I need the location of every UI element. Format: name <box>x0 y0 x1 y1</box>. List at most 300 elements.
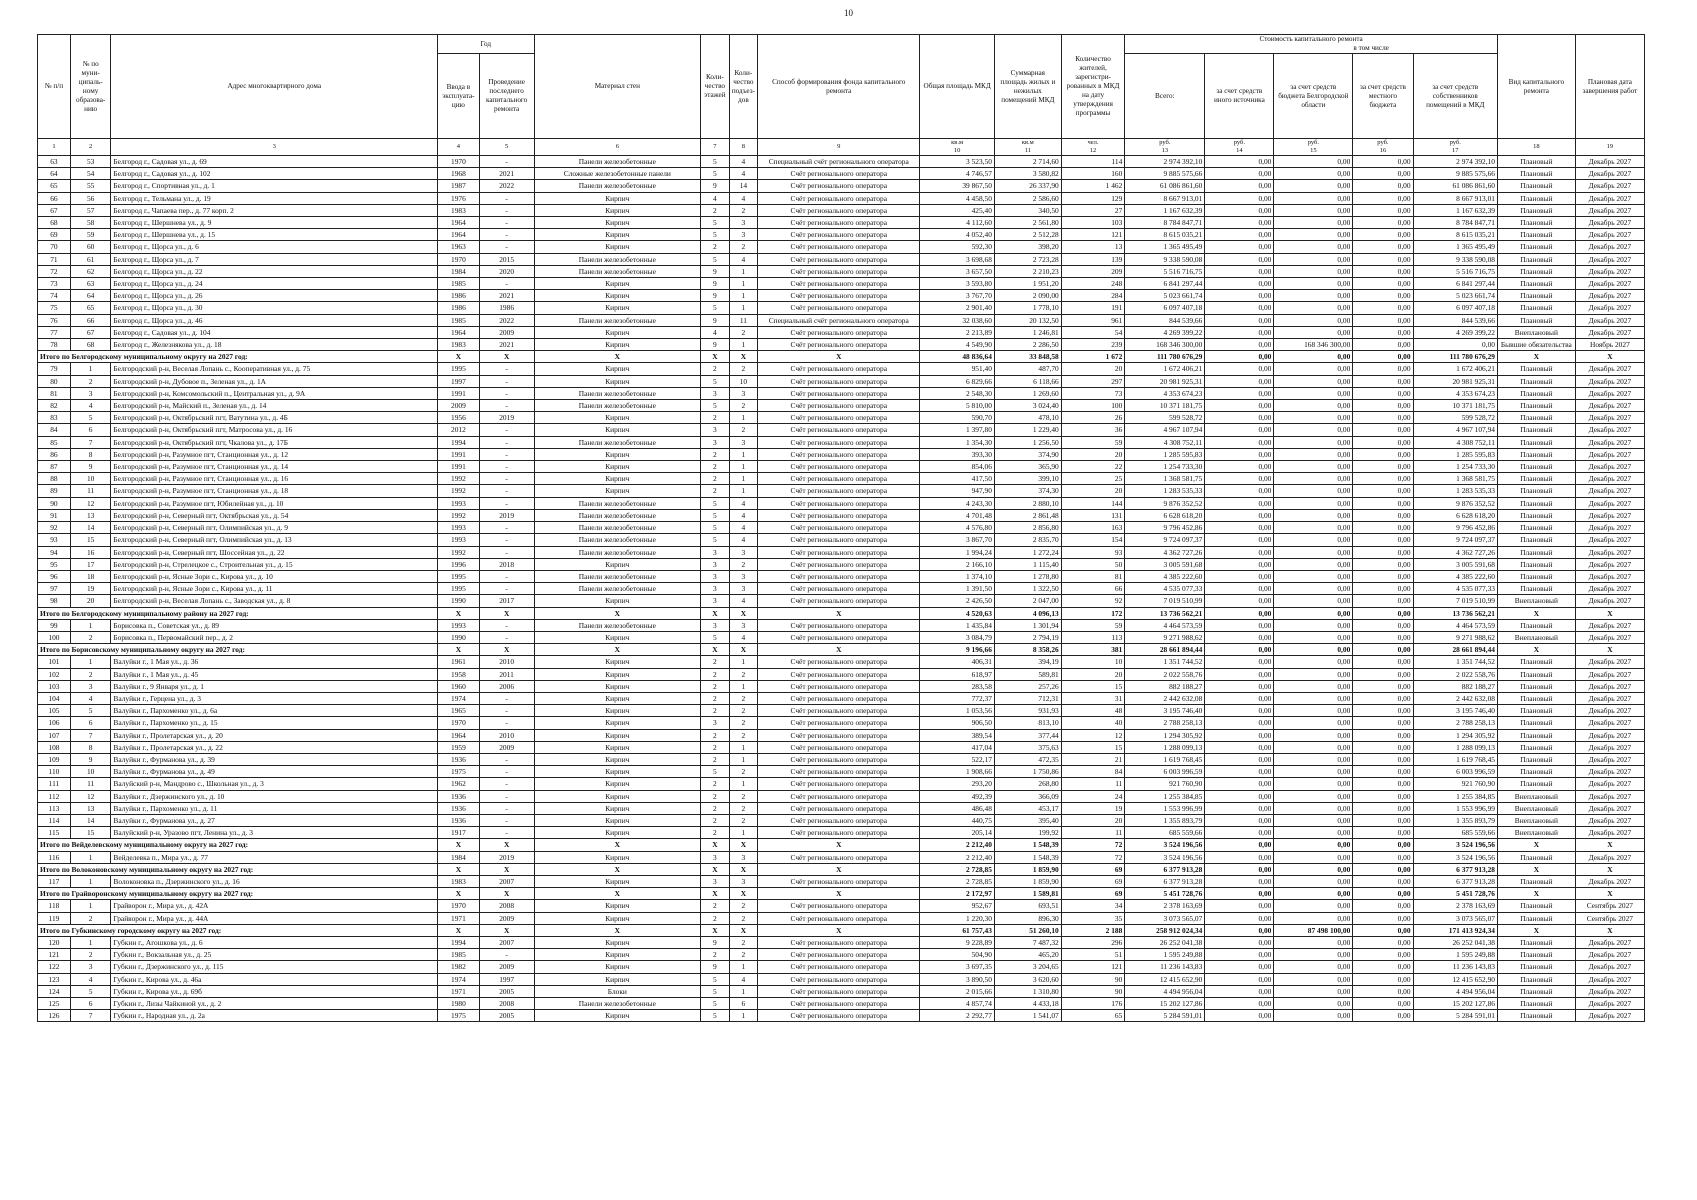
table-cell: 2009 <box>479 741 534 753</box>
table-cell: 6 <box>70 424 111 436</box>
column-number: 18 <box>1497 139 1575 156</box>
table-cell: 4 385 222,60 <box>1413 570 1497 582</box>
table-cell: 55 <box>70 180 111 192</box>
table-cell: Внеплановый <box>1497 326 1575 338</box>
table-cell: 0,00 <box>1353 497 1413 509</box>
table-cell: 1 <box>729 656 758 668</box>
header-year-repair: Проведение последнего капитального ремонта <box>479 54 534 139</box>
table-cell: 4 <box>729 253 758 265</box>
table-cell: Декабрь 2027 <box>1575 705 1644 717</box>
table-cell: 1 272,24 <box>994 546 1061 558</box>
table-cell: 921 760,90 <box>1413 778 1497 790</box>
table-cell: Декабрь 2027 <box>1575 985 1644 997</box>
table-cell: 9 <box>701 339 730 351</box>
table-row <box>38 875 1645 887</box>
table-cell: 1993 <box>438 497 480 509</box>
table-cell: 92 <box>1061 595 1125 607</box>
table-cell: 0,00 <box>1274 204 1353 216</box>
table-cell: Декабрь 2027 <box>1575 619 1644 631</box>
table-cell: 0,00 <box>1205 998 1274 1010</box>
table-cell: 1 541,07 <box>994 1010 1061 1022</box>
table-cell: 0,00 <box>1353 741 1413 753</box>
table-cell: 0,00 <box>1205 814 1274 826</box>
subtotal-cell: X <box>758 351 920 363</box>
table-cell: 0,00 <box>1205 790 1274 802</box>
table-cell: 0,00 <box>1205 278 1274 290</box>
table-cell: 284 <box>1061 290 1125 302</box>
table-cell: 2 <box>701 741 730 753</box>
table-cell: 297 <box>1061 375 1125 387</box>
table-cell: 120 <box>38 937 71 949</box>
table-cell: 72 <box>38 265 71 277</box>
header-total-area: Общая площадь МКД <box>920 35 995 139</box>
table-cell: 10 <box>70 766 111 778</box>
address-cell: Белгородский р-н, Северный пгт, Октябрьская ул., д. 54 <box>111 509 438 521</box>
table-cell: 0,00 <box>1353 656 1413 668</box>
table-cell: 2 <box>729 790 758 802</box>
table-cell: 1 294 305,92 <box>1125 729 1205 741</box>
table-cell: 4 <box>729 522 758 534</box>
table-cell: 1985 <box>438 278 480 290</box>
table-cell: 9 796 452,86 <box>1413 522 1497 534</box>
table-cell: 1983 <box>438 204 480 216</box>
table-cell: 0,00 <box>1353 912 1413 924</box>
subtotal-cell: 0,00 <box>1274 888 1353 900</box>
table-cell: 772,37 <box>920 692 995 704</box>
table-cell: 248 <box>1061 278 1125 290</box>
table-cell: 8 784 847,71 <box>1125 217 1205 229</box>
table-cell: 2 166,10 <box>920 558 995 570</box>
table-cell: Счёт регионального оператора <box>758 497 920 509</box>
table-cell: 1993 <box>438 522 480 534</box>
table-cell: 32 038,60 <box>920 314 995 326</box>
table-cell: 0,00 <box>1274 595 1353 607</box>
address-cell: Губкин г., Вокзальная ул., д. 25 <box>111 949 438 961</box>
table-cell: 93 <box>1061 546 1125 558</box>
subtotal-cell: 0,00 <box>1205 863 1274 875</box>
table-cell: Кирпич <box>534 485 701 497</box>
table-cell: Кирпич <box>534 278 701 290</box>
unit-label: руб. <box>1159 139 1171 146</box>
table-cell: 0,00 <box>1205 668 1274 680</box>
table-cell: 5 516 716,75 <box>1125 265 1205 277</box>
table-cell: Плановый <box>1497 424 1575 436</box>
table-cell: Счёт регионального оператора <box>758 717 920 729</box>
table-cell: 1959 <box>438 741 480 753</box>
table-cell: 0,00 <box>1274 461 1353 473</box>
table-cell: 2 <box>729 424 758 436</box>
table-cell: Счёт регионального оператора <box>758 900 920 912</box>
table-cell: Счёт регионального оператора <box>758 204 920 216</box>
table-cell: 0,00 <box>1353 595 1413 607</box>
table-row <box>38 680 1645 692</box>
address-cell: Белгородский р-н, Ясные Зори с., Кирова ул., д. 11 <box>111 583 438 595</box>
table-cell: 6 841 297,44 <box>1413 278 1497 290</box>
table-cell: 1 859,90 <box>994 875 1061 887</box>
table-cell: - <box>479 827 534 839</box>
unit-label: руб. <box>1449 139 1461 146</box>
table-cell: 425,40 <box>920 204 995 216</box>
table-cell: 2018 <box>479 558 534 570</box>
header-wall: Материал стен <box>534 35 701 139</box>
subtotal-cell: 2 212,40 <box>920 839 995 851</box>
table-cell: 0,00 <box>1274 192 1353 204</box>
table-cell: 2 <box>729 400 758 412</box>
table-cell: 0,00 <box>1353 985 1413 997</box>
column-number: 9 <box>758 139 920 156</box>
table-cell: 176 <box>1061 998 1125 1010</box>
table-cell: 0,00 <box>1274 387 1353 399</box>
table-cell: 0,00 <box>1274 241 1353 253</box>
table-cell: 0,00 <box>1274 875 1353 887</box>
table-cell: 1 368 581,75 <box>1413 473 1497 485</box>
address-cell: Губкин г., Кирова ул., д. 46а <box>111 973 438 985</box>
table-cell: Внеплановый <box>1497 814 1575 826</box>
address-cell: Грайворон г., Мира ул., д. 42А <box>111 900 438 912</box>
header-num: № п/п <box>38 35 71 139</box>
subtotal-cell: X <box>479 839 534 851</box>
address-cell: Белгородский р-н, Октябрьский пгт, Чкалова ул., д. 17Б <box>111 436 438 448</box>
table-cell: Кирпич <box>534 814 701 826</box>
table-cell: 2 856,80 <box>994 522 1061 534</box>
table-cell: 590,70 <box>920 412 995 424</box>
table-row <box>38 558 1645 570</box>
table-cell: 1 374,10 <box>920 570 995 582</box>
table-cell: 1970 <box>438 717 480 729</box>
table-cell: 1 951,20 <box>994 278 1061 290</box>
table-cell: 4 <box>729 595 758 607</box>
table-cell: 5 <box>701 534 730 546</box>
table-cell: 71 <box>38 253 71 265</box>
table-cell: Счёт регионального оператора <box>758 729 920 741</box>
subtotal-label: Итого по Грайворонскому муниципальному округу на 2027 год: <box>38 888 438 900</box>
header-local-budget: за счет средств местного бюджета <box>1353 54 1413 139</box>
address-cell: Валуйки г., Фурманова ул., д. 27 <box>111 814 438 826</box>
subtotal-cell: X <box>729 863 758 875</box>
table-cell: Кирпич <box>534 790 701 802</box>
table-row <box>38 326 1645 338</box>
table-cell: Бывшие обязательства <box>1497 339 1575 351</box>
table-cell: Плановый <box>1497 753 1575 765</box>
table-cell: - <box>479 229 534 241</box>
table-cell: Плановый <box>1497 558 1575 570</box>
table-cell: 4 494 956,04 <box>1413 985 1497 997</box>
table-cell: Кирпич <box>534 949 701 961</box>
table-cell: 10 371 181,75 <box>1413 400 1497 412</box>
table-cell: 952,67 <box>920 900 995 912</box>
table-row <box>38 180 1645 192</box>
table-cell: Плановый <box>1497 461 1575 473</box>
table-cell: 0,00 <box>1353 412 1413 424</box>
table-cell: Декабрь 2027 <box>1575 229 1644 241</box>
table-cell: Декабрь 2027 <box>1575 973 1644 985</box>
table-cell: 4 <box>729 973 758 985</box>
header-cost-group <box>1125 35 1498 54</box>
table-cell: Панели железобетонные <box>534 265 701 277</box>
table-cell: 0,00 <box>1353 875 1413 887</box>
table-cell: Декабрь 2027 <box>1575 851 1644 863</box>
table-cell: 2 <box>701 461 730 473</box>
address-cell: Белгород г., Садовая ул., д. 104 <box>111 326 438 338</box>
table-cell: 1 285 595,83 <box>1413 448 1497 460</box>
table-cell: Счёт регионального оператора <box>758 241 920 253</box>
table-cell: 504,90 <box>920 949 995 961</box>
table-cell: 5 <box>70 705 111 717</box>
table-cell: 0,00 <box>1205 827 1274 839</box>
table-cell: 90 <box>38 497 71 509</box>
table-cell: 0,00 <box>1353 339 1413 351</box>
table-cell: 0,00 <box>1205 717 1274 729</box>
table-cell: 1964 <box>438 217 480 229</box>
table-cell: 0,00 <box>1274 180 1353 192</box>
subtotal-cell: X <box>758 644 920 656</box>
table-cell: Плановый <box>1497 619 1575 631</box>
address-cell: Белгород г., Щорса ул., д. 6 <box>111 241 438 253</box>
table-cell: 7 <box>70 1010 111 1022</box>
table-cell: 13 <box>70 802 111 814</box>
table-cell: 0,00 <box>1274 412 1353 424</box>
column-numbers-row <box>38 139 1645 156</box>
table-cell: 3 <box>701 424 730 436</box>
address-cell: Белгородский р-н, Разумное пгт, Станционная ул., д. 16 <box>111 473 438 485</box>
table-cell: Плановый <box>1497 387 1575 399</box>
table-cell: 67 <box>38 204 71 216</box>
table-cell: 1995 <box>438 363 480 375</box>
table-cell: 5 <box>701 375 730 387</box>
address-cell: Белгород г., Шершнева ул., д. 9 <box>111 217 438 229</box>
table-cell: Кирпич <box>534 937 701 949</box>
subtotal-cell: 5 451 728,76 <box>1125 888 1205 900</box>
table-cell: 487,70 <box>994 363 1061 375</box>
table-cell: 39 867,50 <box>920 180 995 192</box>
table-cell: Кирпич <box>534 900 701 912</box>
header-entrances: Коли-чество подъез-дов <box>729 35 758 139</box>
table-cell: 64 <box>38 168 71 180</box>
table-cell: Счёт регионального оператора <box>758 851 920 863</box>
subtotal-cell: X <box>1575 644 1644 656</box>
table-cell: 931,93 <box>994 705 1061 717</box>
table-cell: 0,00 <box>1205 973 1274 985</box>
table-cell: 117 <box>38 875 71 887</box>
table-cell: 21 <box>1061 753 1125 765</box>
table-cell: 3 698,68 <box>920 253 995 265</box>
table-cell: 0,00 <box>1205 558 1274 570</box>
table-cell: 951,40 <box>920 363 995 375</box>
table-cell: Декабрь 2027 <box>1575 998 1644 1010</box>
table-cell: 89 <box>38 485 71 497</box>
table-cell: Плановый <box>1497 412 1575 424</box>
table-cell: 1 278,80 <box>994 570 1061 582</box>
table-cell: Счёт регионального оператора <box>758 949 920 961</box>
table-cell: - <box>479 534 534 546</box>
table-cell: Счёт регионального оператора <box>758 534 920 546</box>
subtotal-cell: 171 413 924,34 <box>1413 924 1497 936</box>
address-cell: Валуйки г., Пролетарская ул., д. 20 <box>111 729 438 741</box>
table-cell: Панели железобетонные <box>534 998 701 1010</box>
table-cell: Декабрь 2027 <box>1575 326 1644 338</box>
column-number: 3 <box>111 139 438 156</box>
table-cell: Панели железобетонные <box>534 180 701 192</box>
table-cell: 13 <box>1061 241 1125 253</box>
table-cell: 0,00 <box>1353 949 1413 961</box>
table-cell: 68 <box>70 339 111 351</box>
table-cell: 0,00 <box>1353 680 1413 692</box>
table-cell: Кирпич <box>534 717 701 729</box>
table-row <box>38 900 1645 912</box>
table-cell: 3 593,80 <box>920 278 995 290</box>
table-cell: 7 019 510,99 <box>1413 595 1497 607</box>
subtotal-cell: 0,00 <box>1205 888 1274 900</box>
table-cell: 59 <box>1061 436 1125 448</box>
table-cell: 0,00 <box>1205 509 1274 521</box>
table-cell: Кирпич <box>534 766 701 778</box>
table-cell: Кирпич <box>534 448 701 460</box>
table-cell: 0,00 <box>1205 339 1274 351</box>
table-cell: 3 024,40 <box>994 400 1061 412</box>
table-cell: 2 286,50 <box>994 339 1061 351</box>
table-cell: 2 861,48 <box>994 509 1061 521</box>
table-cell: Декабрь 2027 <box>1575 875 1644 887</box>
table-cell: Плановый <box>1497 448 1575 460</box>
table-cell: 8 784 847,71 <box>1413 217 1497 229</box>
table-row <box>38 314 1645 326</box>
table-cell: 1 <box>70 875 111 887</box>
table-cell: Кирпич <box>534 461 701 473</box>
table-cell: 100 <box>38 631 71 643</box>
table-cell: Плановый <box>1497 741 1575 753</box>
table-cell: 2 <box>701 900 730 912</box>
table-cell: 4 <box>70 973 111 985</box>
table-cell: 1964 <box>438 326 480 338</box>
table-cell: 0,00 <box>1274 253 1353 265</box>
table-cell: 618,97 <box>920 668 995 680</box>
table-cell: Панели железобетонные <box>534 253 701 265</box>
table-cell: 0,00 <box>1353 790 1413 802</box>
table-row <box>38 790 1645 802</box>
table-cell: 13 <box>70 509 111 521</box>
table-cell: 1 167 632,39 <box>1413 204 1497 216</box>
table-cell: Кирпич <box>534 753 701 765</box>
header-owners-funds: за счет средств собственников помещений в МКД <box>1413 54 1497 139</box>
subtotal-cell: 1 589,81 <box>994 888 1061 900</box>
table-cell: 113 <box>1061 631 1125 643</box>
table-cell: 2 <box>701 802 730 814</box>
table-cell: 896,30 <box>994 912 1061 924</box>
table-cell: - <box>479 753 534 765</box>
table-cell: Плановый <box>1497 375 1575 387</box>
table-cell: 0,00 <box>1274 400 1353 412</box>
table-cell: 1964 <box>438 729 480 741</box>
table-cell: Счёт регионального оператора <box>758 790 920 802</box>
table-cell: - <box>479 485 534 497</box>
table-cell: - <box>479 278 534 290</box>
table-cell: 2 442 632,08 <box>1125 692 1205 704</box>
address-cell: Белгород г., Железнякова ул., д. 18 <box>111 339 438 351</box>
table-cell: 0,00 <box>1353 692 1413 704</box>
table-row <box>38 753 1645 765</box>
table-cell: - <box>479 619 534 631</box>
table-cell: 1 <box>70 619 111 631</box>
table-cell: Плановый <box>1497 253 1575 265</box>
subtotal-cell: 1 859,90 <box>994 863 1061 875</box>
header-total: Всего: <box>1125 54 1205 139</box>
subtotal-cell: X <box>701 863 730 875</box>
table-cell: 3 <box>70 387 111 399</box>
table-cell: 63 <box>70 278 111 290</box>
table-cell: 5 <box>701 766 730 778</box>
table-cell: 0,00 <box>1274 326 1353 338</box>
table-cell: Счёт регионального оператора <box>758 583 920 595</box>
table-cell: 854,06 <box>920 461 995 473</box>
subtotal-cell: X <box>1497 644 1575 656</box>
address-cell: Белгород г., Щорса ул., д. 46 <box>111 314 438 326</box>
table-cell: 191 <box>1061 302 1125 314</box>
table-cell: 2 022 558,76 <box>1413 668 1497 680</box>
table-cell: 5 516 716,75 <box>1413 265 1497 277</box>
table-cell: 4 535 077,33 <box>1125 583 1205 595</box>
table-cell: 6 003 996,59 <box>1413 766 1497 778</box>
table-cell: 0,00 <box>1353 717 1413 729</box>
table-cell: 3 580,82 <box>994 168 1061 180</box>
table-cell: 2 090,00 <box>994 290 1061 302</box>
table-row <box>38 204 1645 216</box>
table-cell: 26 252 041,38 <box>1413 937 1497 949</box>
table-cell: Сентябрь 2027 <box>1575 912 1644 924</box>
subtotal-cell: 0,00 <box>1274 839 1353 851</box>
table-cell: - <box>479 363 534 375</box>
table-cell: 121 <box>38 949 71 961</box>
table-cell: Панели железобетонные <box>534 583 701 595</box>
column-number-value: 17 <box>1452 147 1459 154</box>
subtotal-cell: X <box>1575 607 1644 619</box>
table-cell: 20 132,50 <box>994 314 1061 326</box>
table-cell: 0,00 <box>1274 314 1353 326</box>
table-cell: 65 <box>70 302 111 314</box>
table-cell: 20 <box>1061 668 1125 680</box>
table-cell: 2007 <box>479 875 534 887</box>
table-cell: - <box>479 717 534 729</box>
table-cell: - <box>479 522 534 534</box>
table-cell: 9 876 352,52 <box>1125 497 1205 509</box>
subtotal-cell: 0,00 <box>1353 607 1413 619</box>
table-cell: 0,00 <box>1274 558 1353 570</box>
table-cell: 2 <box>729 729 758 741</box>
table-cell: Счёт регионального оператора <box>758 192 920 204</box>
table-cell: 1975 <box>438 766 480 778</box>
table-cell: 1 <box>70 656 111 668</box>
table-row <box>38 985 1645 997</box>
table-cell: 1993 <box>438 619 480 631</box>
address-cell: Белгородский р-н, Комсомольский п., Центральная ул., д. 9А <box>111 387 438 399</box>
table-cell: 0,00 <box>1274 265 1353 277</box>
table-cell: 26 <box>1061 412 1125 424</box>
address-cell: Вейделевка п., Мира ул., д. 77 <box>111 851 438 863</box>
table-cell: 34 <box>1061 900 1125 912</box>
table-cell: Плановый <box>1497 241 1575 253</box>
table-cell: Декабрь 2027 <box>1575 436 1644 448</box>
subtotal-cell: X <box>701 351 730 363</box>
table-cell: 66 <box>38 192 71 204</box>
table-cell: 2 <box>701 912 730 924</box>
table-cell: Плановый <box>1497 985 1575 997</box>
header-date: Плановая дата завершения работ <box>1575 35 1644 139</box>
table-cell: 0,00 <box>1205 400 1274 412</box>
table-cell: 2 <box>701 790 730 802</box>
subtotal-cell: X <box>1497 863 1575 875</box>
subtotal-cell: X <box>729 924 758 936</box>
table-cell: 0,00 <box>1274 680 1353 692</box>
table-cell: 2010 <box>479 656 534 668</box>
